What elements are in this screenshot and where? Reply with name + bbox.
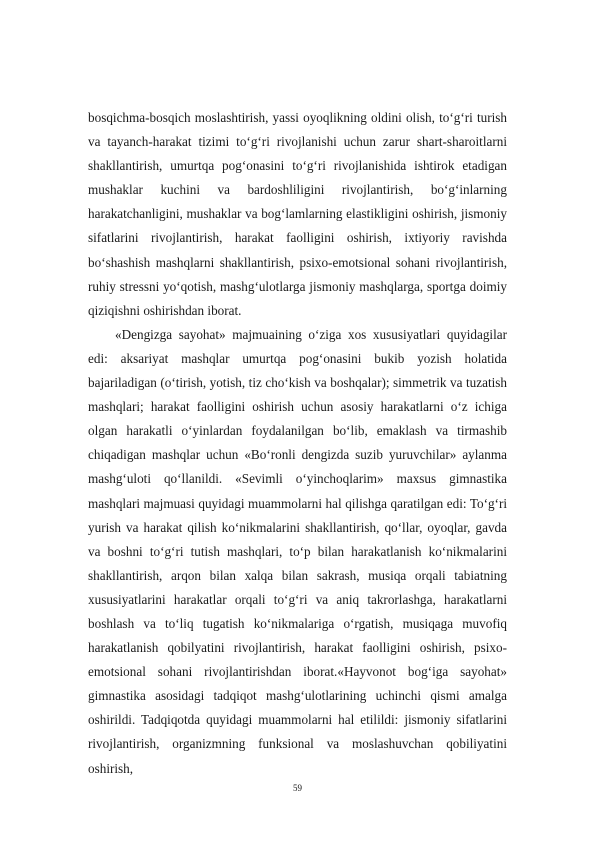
page-number: 59 bbox=[293, 783, 302, 793]
document-page-body bbox=[88, 106, 507, 781]
paragraph-continuation: bosqichma-bosqich moslashtirish, yassi oyoqlikning oldini olish, to‘g‘ri turish va tayanch-harakat tizimi to‘g‘ri rivojlanishi uchun zarur shart-sharoitlarni shakllantirish, umurtqa pog‘onasini to‘g‘ri rivojlanishida ishtirok etadigan mushaklar kuchini va bardoshliligini rivojlantirish, bo‘g‘inlarning harakatchanligini, mushaklar va bog‘lamlarning elastikligini oshirish, jismoniy sifatlarini rivojlantirish, harakat faolligini oshirish, ixtiyoriy ravishda bo‘shashish mashqlarni shakllantirish, psixo-emotsional sohani rivojlantirish, ruhiy stressni yo‘qotish, mashg‘ulotlarga jismoniy mashqlarga, sportga doimiy qiziqishni oshirishdan iborat. bbox=[88, 110, 507, 318]
paragraph-dengizga-sayohat: «Dengizga sayohat» majmuaining o‘ziga xos xususiyatlari quyidagilar edi: aksariyat mashqlar umurtqa pog‘onasini bukib yozish holatida bajariladigan (o‘tirish, yotish, tiz cho‘kish va boshqalar); simmetrik va tuzatish mashqlari; harakat faolligini oshirish uchun asosiy harakatlarni o‘z ichiga olgan harakatli o‘yinlardan foydalanilgan bo‘lib, emaklash va tirmashib chiqadigan mashqlar uchun «Bo‘ronli dengizda suzib yuruvchilar» aylanma mashg‘uloti qo‘llanildi. «Sevimli o‘yinchoqlarim» maxsus gimnastika mashqlari majmuasi quyidagi muammolarni hal qilishga qaratilgan edi: To‘g‘ri yurish va harakat qilish ko‘nikmalarini shakllantirish, qo‘llar, oyoqlar, gavda va boshni to‘g‘ri tutish mashqlari, to‘p bilan harakatlanish ko‘nikmalarini shakllantirish, arqon bilan xalqa bilan sakrash, musiqa orqali tabiatning xususiyatlarini harakatlar orqali to‘g‘ri va aniq takrorlashga, harakatlarni boshlash va to‘liq tugatish ko‘nikmalariga o‘rgatish, musiqaga muvofiq harakatlanish qobilyatini rivojlantirish, harakat faolligini oshirish, psixo-emotsional sohani rivojlantirishdan iborat.«Hayvonot bog‘iga sayohat» gimnastika asosidagi tadqiqot mashg‘ulotlarining uchinchi qismi amalga oshirildi. Tadqiqotda quyidagi muammolarni hal etilildi: jismoniy sifatlarini rivojlantirish, organizmning funksional va moslashuvchan qobiliyatini oshirish, bbox=[88, 326, 507, 776]
